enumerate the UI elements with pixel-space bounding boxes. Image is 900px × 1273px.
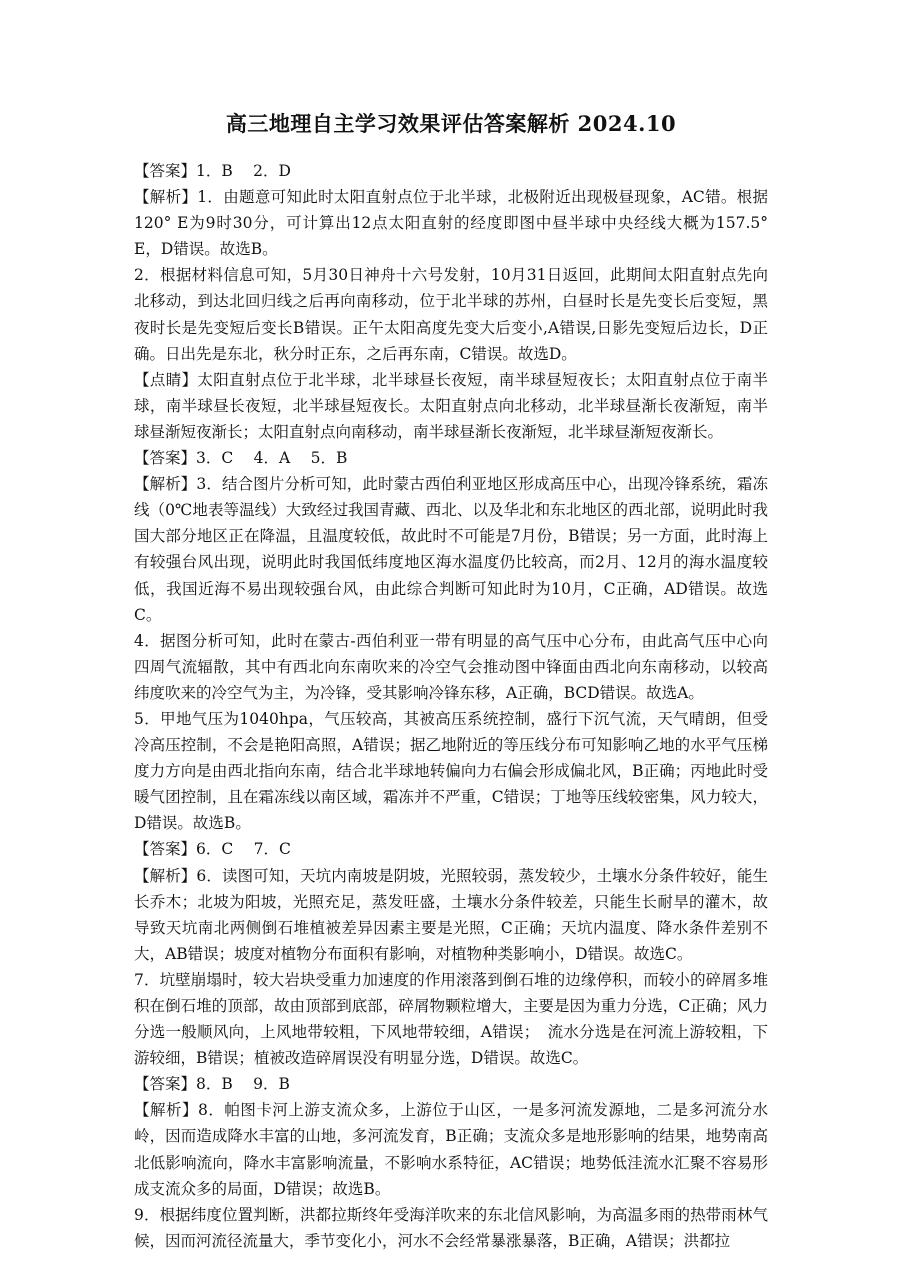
analysis-q7: 7．坑壁崩塌时，较大岩块受重力加速度的作用滚落到倒石堆的边缘停积，而较小的碎屑多堆积在倒石堆的顶部，故由顶部到底部，碎屑物颗粒增大，主要是因为重力分选，C正确；风力分选一般顺风向，上风地带较粗，下风地带较细，A错误； 流水分选是在河流上游较粗，下游较细，B错误；植被改造碎屑误没有明显分选，D错误。故选C。 (134, 970, 768, 1068)
analysis-q4: 4．据图分析可知，此时在蒙古-西伯利亚一带有明显的高气压中心分布，由此高气压中心向四周气流辐散，其中有西北向东南吹来的冷空气会推动图中锋面由西北向东南移动，以较高纬度吹来的冷空气为主，为冷锋，受其影响冷锋东移，A正确，BCD错误。故选A。 (134, 631, 768, 702)
analysis-q6: 【解析】6．读图可知，天坑内南坡是阴坡，光照较弱，蒸发较少，土壤水分条件较好，能生长乔木；北坡为阳坡，光照充足，蒸发旺盛，土壤水分条件较差，只能生长耐旱的灌木，故导致天坑南北两侧倒石堆植被差异因素主要是光照，C正确；天坑内温度、降水条件差别不大，AB错误；坡度对植物分布面积有影响，对植物种类影响小，D错误。故选C。 (134, 866, 768, 963)
answer-line-1-2: 【答案】1．B 2．D (134, 162, 291, 180)
document-title: 高三地理自主学习效果评估答案解析 2024.10 (225, 111, 677, 136)
analysis-q9: 9．根据纬度位置判断，洪都拉斯终年受海洋吹来的东北信风影响，为高温多雨的热带雨林气候，因而河流径流量大，季节变化小，河水不会经常暴涨暴落，B正确，A错误；洪都拉 (134, 1205, 768, 1250)
answer-line-6-7: 【答案】6．C 7．C (134, 840, 291, 859)
analysis-q2: 2．根据材料信息可知，5月30日神舟十六号发射，10月31日返回，此期间太阳直射点先向北移动，到达北回归线之后再向南移动，位于北半球的苏州，白昼时长是先变长后变短，黑夜时长是先变短后变长B错误。正午太阳高度先变大后变小,A错误,日影先变短后边长，D正确。日出先是东北，秋分时正东，之后再东南，C错误。故选D。 (134, 266, 768, 363)
analysis-q3: 【解析】3．结合图片分析可知，此时蒙古西伯利亚地区形成高压中心，出现冷锋系统，霜冻线（0℃地表等温线）大致经过我国青藏、西北、以及华北和东北地区的西北部，说明此时我国大部分地区正在降温，且温度较低，故此时不可能是7月份，B错误；另一方面，此时海上有较强台风出现，说明此时我国低纬度地区海水温度仍比较高，而2月、12月的海水温度较低，我国近海不易出现较强台风，由此综合判断可知此时为10月，C正确，AD错误。故选C。 (134, 475, 768, 624)
analysis-q5: 5．甲地气压为1040hpa，气压较高，其被高压系统控制，盛行下沉气流，天气晴朗，但受冷高压控制，不会是艳阳高照，A错误；据乙地附近的等压线分布可知影响乙地的水平气压梯度力方向是由西北指向东南，结合北半球地转偏向力右偏会形成偏北风，B正确；丙地此时受暖气团控制，且在霜冻线以南区域，霜冻并不严重，C错误；丁地等压线较密集，风力较大，D错误。故选B。 (134, 709, 768, 833)
answer-line-3-5: 【答案】3．C 4．A 5．B (134, 449, 348, 468)
document-body (134, 158, 768, 1254)
answer-line-8-9: 【答案】8．B 9．B (134, 1075, 290, 1094)
tip-paragraph: 【点睛】太阳直射点位于北半球，北半球昼长夜短，南半球昼短夜长；太阳直射点位于南半球，南半球昼长夜短，北半球昼短夜长。太阳直射点向北移动，北半球昼渐长夜渐短，南半球昼渐短夜渐长；太阳直射点向南移动，南半球昼渐长夜渐短，北半球昼渐短夜渐长。 (134, 370, 768, 441)
analysis-q8: 【解析】8．帕图卡河上游支流众多，上游位于山区，一是多河流发源地，二是多河流分水岭，因而造成降水丰富的山地，多河流发育，B正确；支流众多是地形影响的结果，地势南高北低影响流向，降水丰富影响流量，不影响水系特征，AC错误；地势低洼流水汇聚不容易形成支流众多的局面，D错误；故选B。 (134, 1101, 768, 1198)
analysis-q1: 【解析】1．由题意可知此时太阳直射点位于北半球，北极附近出现极昼现象，AC错。根据120° E为9时30分，可计算出12点太阳直射的经度即图中昼半球中央经线大概为157.5° E，D错误。故选B。 (134, 188, 768, 259)
